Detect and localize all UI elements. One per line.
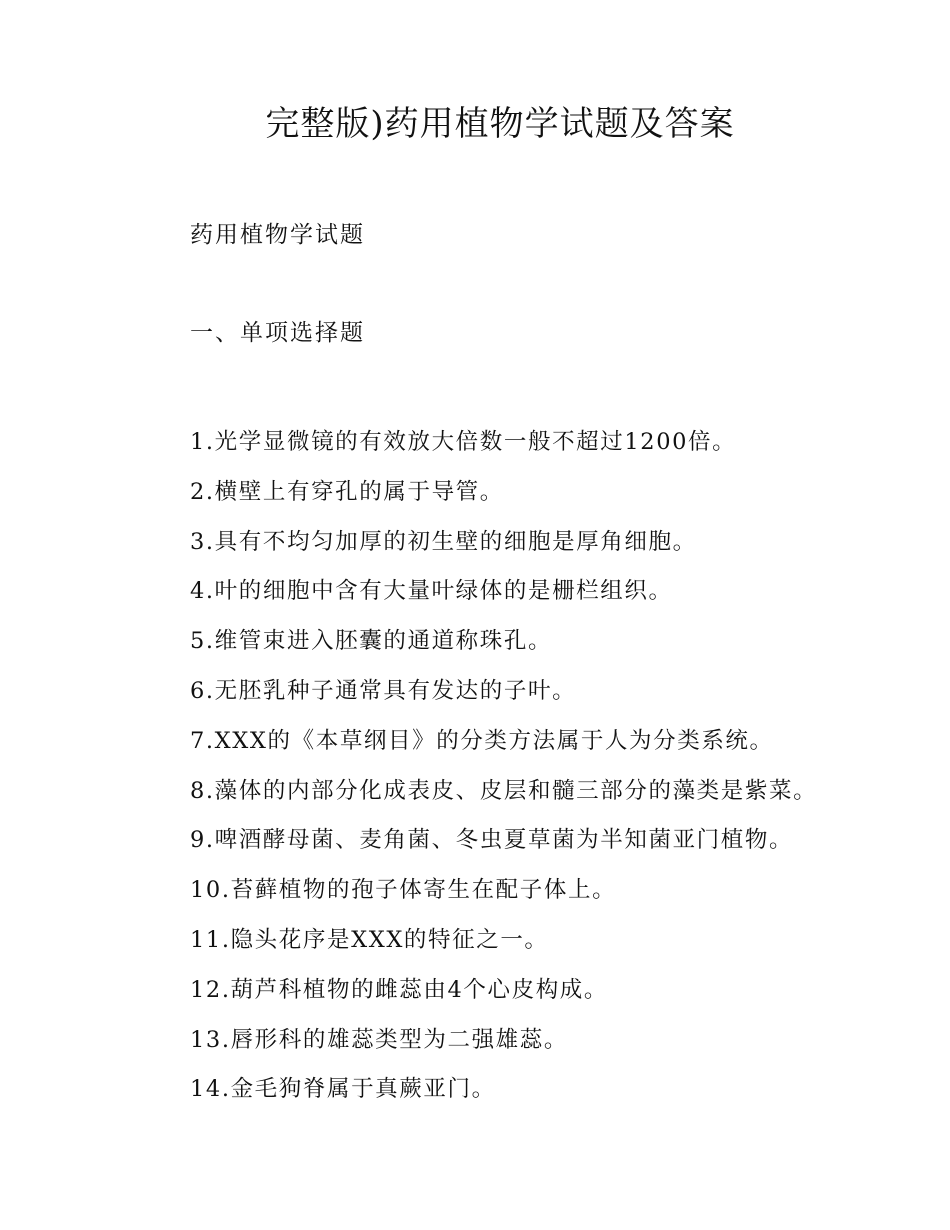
question-item: 11.隐头花序是XXX的特征之一。 (190, 926, 549, 953)
section-heading: 一、单项选择题 (190, 320, 365, 346)
question-item: 13.唇形科的雄蕊类型为二强雄蕊。 (190, 1026, 568, 1053)
question-item: 3.具有不均匀加厚的初生壁的细胞是厚角细胞。 (190, 528, 697, 555)
question-item: 1.光学显微镜的有效放大倍数一般不超过1200倍。 (190, 429, 737, 455)
question-item: 2.横壁上有穿孔的属于导管。 (190, 478, 504, 505)
question-item: 6.无胚乳种子通常具有发达的子叶。 (190, 677, 577, 704)
question-item: 4.叶的细胞中含有大量叶绿体的是栅栏组织。 (190, 578, 673, 605)
question-item: 14.金毛狗脊属于真蕨亚门。 (190, 1076, 496, 1103)
document-title: 完整版)药用植物学试题及答案 (265, 104, 735, 144)
question-item: 9.啤酒酵母菌、麦角菌、冬虫夏草菌为半知菌亚门植物。 (190, 827, 794, 854)
question-item: 5.维管束进入胚囊的通道称珠孔。 (190, 628, 553, 655)
question-item: 12.葫芦科植物的雌蕊由4个心皮构成。 (190, 976, 608, 1003)
question-item: 7.XXX的《本草纲目》的分类方法属于人为分类系统。 (190, 727, 774, 754)
document-subtitle: 药用植物学试题 (190, 222, 365, 248)
question-list (190, 418, 890, 1115)
question-item: 8.藻体的内部分化成表皮、皮层和髓三部分的藻类是紫菜。 (190, 777, 818, 804)
question-item: 10.苔藓植物的孢子体寄生在配子体上。 (190, 877, 617, 904)
